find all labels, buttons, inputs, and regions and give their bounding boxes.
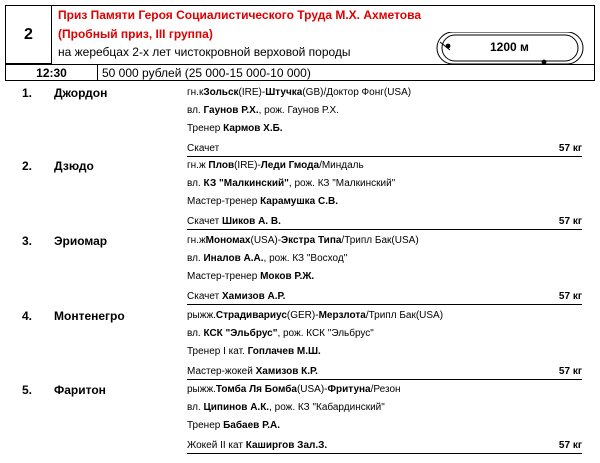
entry-divider bbox=[187, 304, 582, 305]
weight: 57 кг bbox=[558, 216, 582, 227]
horse-name: Джордон bbox=[54, 86, 108, 100]
jockey: Жокей II кат Каширгов Зал.З. 57 кг bbox=[187, 440, 582, 451]
owner: вл. Гаунов Р.Х., рож. Гаунов Р.Х. bbox=[187, 105, 339, 116]
weight: 57 кг bbox=[558, 143, 582, 154]
horse-name: Дзюдо bbox=[54, 159, 94, 173]
entry-divider bbox=[187, 453, 582, 454]
jockey: Мастер-жокей Хамизов К.Р. 57 кг bbox=[187, 366, 582, 377]
race-subtitle: (Пробный приз, III группа) bbox=[58, 27, 213, 41]
trainer: Тренер I кат. Гоплачев М.Ш. bbox=[187, 346, 321, 357]
race-time: 12:30 bbox=[6, 65, 98, 81]
owner: вл. КСК "Эльбрус", рож. КСК "Эльбрус" bbox=[187, 328, 374, 339]
entry-position: 2. bbox=[22, 159, 33, 173]
race-number: 2 bbox=[6, 6, 52, 64]
weight: 57 кг bbox=[558, 366, 582, 377]
entry-row bbox=[0, 309, 600, 381]
jockey: Скачет Хамизов А.Р. 57 кг bbox=[187, 291, 582, 302]
entry-row bbox=[0, 86, 600, 158]
pedigree: гн.кЗольск(IRE)-Штучка(GB)/Доктор Фонг(USA) bbox=[187, 87, 412, 98]
weight: 57 кг bbox=[558, 291, 582, 302]
entry-position: 5. bbox=[22, 383, 33, 397]
owner: вл. Ципинов А.К., рож. КЗ "Кабардинский" bbox=[187, 402, 385, 413]
entry-position: 1. bbox=[22, 86, 33, 100]
entry-divider bbox=[187, 379, 582, 380]
jockey: Скачет Шиков А. В. 57 кг bbox=[187, 216, 582, 227]
horse-name: Эриомар bbox=[54, 234, 108, 248]
trainer: Мастер-тренер Моков Р.Ж. bbox=[187, 271, 315, 282]
race-info-row bbox=[6, 64, 594, 81]
owner: вл. КЗ "Малкинский", рож. КЗ "Малкинский" bbox=[187, 178, 396, 189]
race-distance: 1200 м bbox=[490, 40, 529, 54]
pedigree: гн.ж Плов(IRE)-Леди Гмода/Миндаль bbox=[187, 160, 364, 171]
race-header bbox=[5, 5, 595, 81]
race-title: Приз Памяти Героя Социалистического Труда М.Х. Ахметова bbox=[58, 8, 422, 22]
entry-row bbox=[0, 159, 600, 231]
entry-position: 4. bbox=[22, 309, 33, 323]
entry-row bbox=[0, 234, 600, 306]
weight: 57 кг bbox=[558, 440, 582, 451]
trainer: Мастер-тренер Карамушка С.В. bbox=[187, 196, 339, 207]
owner: вл. Иналов А.А., рож. КЗ "Восход" bbox=[187, 253, 348, 264]
race-prize: 50 000 рублей (25 000-15 000-10 000) bbox=[102, 66, 311, 80]
pedigree: рыжж.Страдивариус(GER)-Мерзлота/Трипл Бак(USA) bbox=[187, 310, 444, 321]
pedigree: рыжж.Томба Ля Бомба(USA)-Фритуна/Резон bbox=[187, 384, 401, 395]
entry-row bbox=[0, 383, 600, 455]
trainer: Тренер Кармов Х.Б. bbox=[187, 123, 283, 134]
entry-divider bbox=[187, 229, 582, 230]
jockey: Скачет 57 кг bbox=[187, 143, 582, 154]
race-conditions: на жеребцах 2-х лет чистокровной верховой породы bbox=[58, 45, 351, 59]
track-diagram bbox=[436, 32, 586, 64]
entry-position: 3. bbox=[22, 234, 33, 248]
entry-divider bbox=[187, 156, 582, 157]
horse-name: Монтенегро bbox=[54, 309, 125, 323]
trainer: Тренер Бабаев Р.А. bbox=[187, 420, 281, 431]
pedigree: гн.жМономах(USA)-Экстра Типа/Трипл Бак(USA) bbox=[187, 235, 419, 246]
horse-name: Фаритон bbox=[54, 383, 106, 397]
